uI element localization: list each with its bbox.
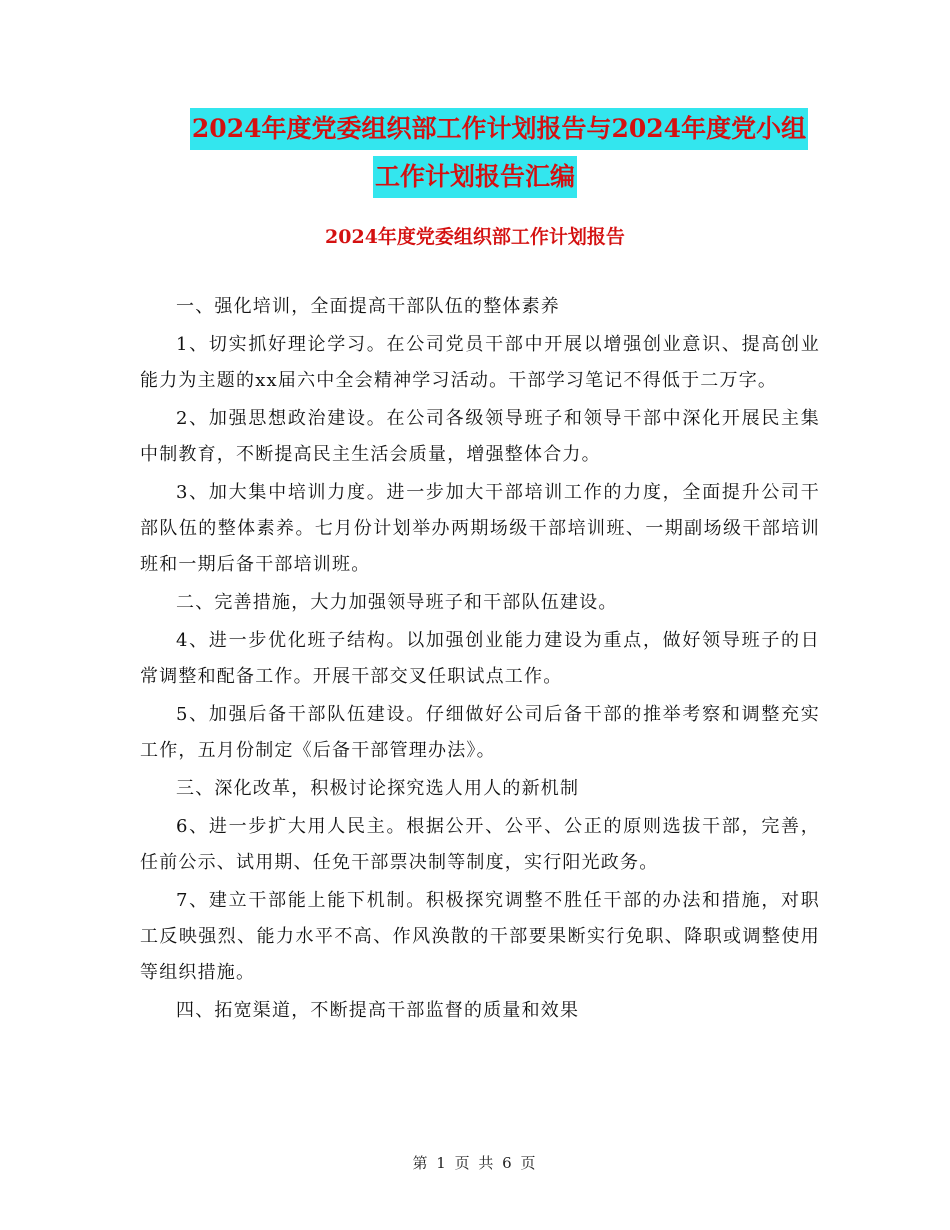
paragraph: 5、加强后备干部队伍建设。仔细做好公司后备干部的推举考察和调整充实工作，五月份制定《后备干部管理办法》。 [140,704,820,761]
paragraph: 7、建立干部能上能下机制。积极探究调整不胜任干部的办法和措施，对职工反映强烈、能力水平不高、作风涣散的干部要果断实行免职、降职或调整使用等组织措施。 [140,890,820,983]
document-body [140,289,820,1031]
paragraph: 2、加强思想政治建设。在公司各级领导班子和领导干部中深化开展民主集中制教育，不断提高民主生活会质量，增强整体合力。 [140,408,820,465]
paragraph: 1、切实抓好理论学习。在公司党员干部中开展以增强创业意识、提高创业能力为主题的xx届六中全会精神学习活动。干部学习笔记不得低于二万字。 [140,334,820,391]
title-line-1: 2024年度党委组织部工作计划报告与2024年度党小组 [190,108,808,150]
paragraph: 二、完善措施，大力加强领导班子和干部队伍建设。 [176,592,618,613]
document-title [0,108,950,198]
title-line-2: 工作计划报告汇编 [373,156,577,198]
paragraph: 4、进一步优化班子结构。以加强创业能力建设为重点，做好领导班子的日常调整和配备工作。开展干部交叉任职试点工作。 [140,630,820,687]
paragraph: 3、加大集中培训力度。进一步加大干部培训工作的力度，全面提升公司干部队伍的整体素养。七月份计划举办两期场级干部培训班、一期副场级干部培训班和一期后备干部培训班。 [140,482,820,575]
paragraph: 6、进一步扩大用人民主。根据公开、公平、公正的原则选拔干部，完善，任前公示、试用期、任免干部票决制等制度，实行阳光政务。 [140,816,820,873]
page-footer: 第 1 页 共 6 页 [412,1154,538,1172]
section-title: 2024年度党委组织部工作计划报告 [325,226,625,248]
paragraph: 一、强化培训，全面提高干部队伍的整体素养 [176,296,560,317]
paragraph: 三、深化改革，积极讨论探究选人用人的新机制 [176,778,580,799]
paragraph: 四、拓宽渠道，不断提高干部监督的质量和效果 [176,1000,580,1021]
